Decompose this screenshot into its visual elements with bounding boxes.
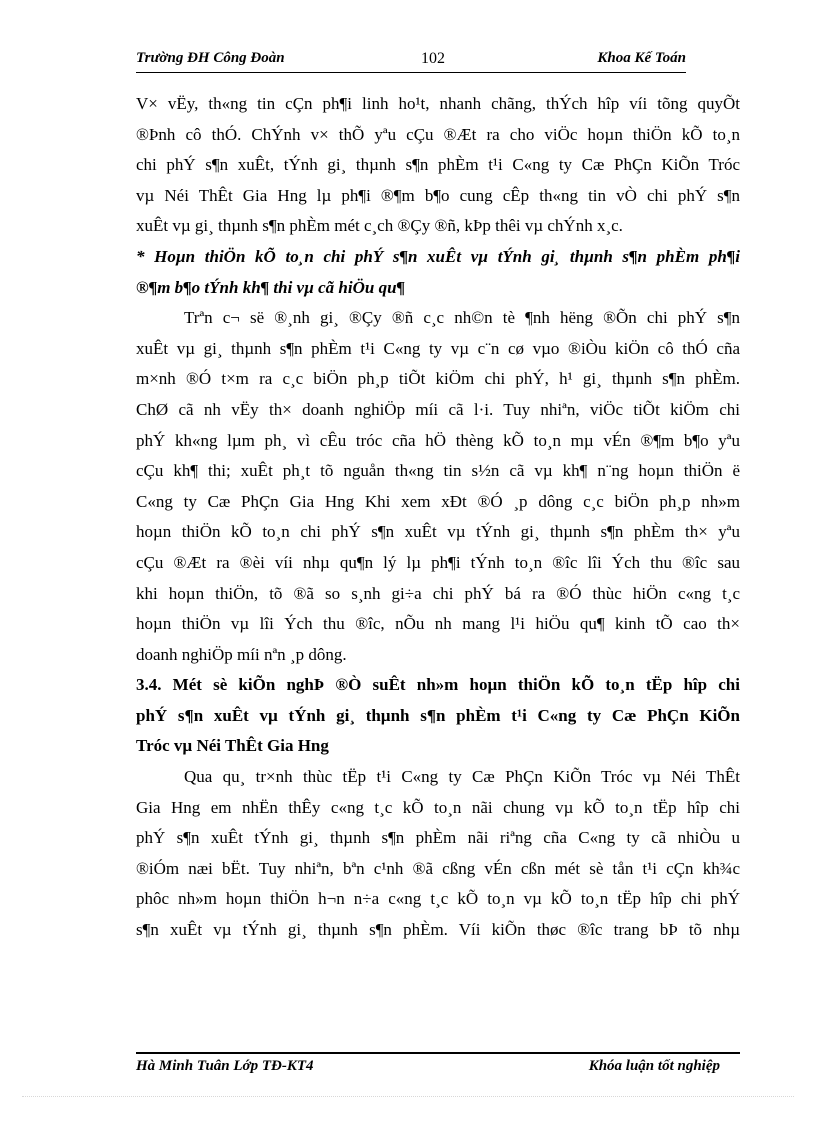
body-line: Gia Hng em nhËn thÊy c«ng t¸c kÕ to¸n nãi chung vµ kÕ to¸n tËp hîp chi [136,797,740,817]
section-heading-line: 3.4. Mét sè kiÕn nghÞ ®Ò suÊt nh»m hoµn thiÖn kÕ to¸n tËp hîp chi [136,675,740,695]
body-line: hoµn thiÖn kÕ to¸n chi phÝ s¶n xuÊt vµ tÝnh gi¸ thµnh s¶n phÈm th× yªu [136,522,740,542]
body-line: vµ Néi ThÊt Gia Hng lµ ph¶i ®¶m b¶o cung cÊp th«ng tin vÒ chi phÝ s¶n [136,185,740,205]
body-line: ChØ cã nh vËy th× doanh nghiÖp míi cã l·i. Tuy nhiªn, viÖc tiÕt kiÖm chi [136,399,740,419]
document-body [136,89,740,946]
body-line: doanh nghiÖp míi nªn ¸p dông. [136,644,347,664]
body-line: xuÊt vµ gi¸ thµnh s¶n phÈm mét c¸ch ®Çy ®ñ, kÞp thêi vµ chÝnh x¸c. [136,216,623,236]
body-line: s¶n xuÊt vµ tÝnh gi¸ thµnh s¶n phÈm. Víi kiÕn thøc ®îc trang bÞ tõ nhµ [136,920,740,940]
subheading-line: * Hoµn thiÖn kÕ to¸n chi phÝ s¶n xuÊt vµ tÝnh gi¸ thµnh s¶n phÈm ph¶i [136,246,740,266]
header-rule [136,72,686,73]
page-footer [136,1058,720,1080]
body-line: Qua qu¸ tr×nh thùc tËp t¹i C«ng ty Cæ PhÇn KiÕn Tróc vµ Néi ThÊt [184,767,740,787]
footer-rule [136,1052,740,1054]
header-department: Khoa Kế Toán [597,50,686,66]
section-heading-line: phÝ s¶n xuÊt vµ tÝnh gi¸ thµnh s¶n phÈm t¹i C«ng ty Cæ PhÇn KiÕn [136,705,740,725]
body-line: C«ng ty Cæ PhÇn Gia Hng Khi xem xÐt ®Ó ¸p dông c¸c biÖn ph¸p nh»m [136,491,740,511]
body-line: cÇu ®Æt ra ®èi víi nhµ qu¶n lý lµ ph¶i tÝnh to¸n ®îc lîi Ých thu ®îc sau [136,552,740,572]
page-header [136,50,686,72]
body-line: hoµn thiÖn vµ lîi Ých thu ®îc, nÕu nh mang l¹i hiÖu qu¶ kinh tÕ cao th× [136,614,740,634]
body-line: V× vËy, th«ng tin cÇn ph¶i linh ho¹t, nhanh chãng, thÝch hîp víi tõng quyÕt [136,94,740,113]
body-line: cÇu kh¶ thi; xuÊt ph¸t tõ nguån th«ng tin s½n cã vµ kh¶ n¨ng hoµn thiÖn ë [136,461,740,481]
body-line: phÝ s¶n xuÊt tÝnh gi¸ thµnh s¶n phÈm nãi riªng cña C«ng ty cã nhiÒu u [136,828,740,848]
body-line: ®Þnh cô thÓ. ChÝnh v× thÕ yªu cÇu ®Æt ra cho viÖc hoµn thiÖn kÕ to¸n [136,124,740,144]
subheading-line: ®¶m b¶o tÝnh kh¶ thi vµ cã hiÖu qu¶ [136,277,406,297]
body-line: Trªn c¬ së ®¸nh gi¸ ®Çy ®ñ c¸c nh©n tè ¶nh hëng ®Õn chi phÝ s¶n [184,308,740,328]
header-school-name: Trường ĐH Công Đoàn [136,50,285,66]
body-line: khi hoµn thiÖn, tõ ®ã so s¸nh gi÷a chi phÝ bá ra ®Ó thùc hiÖn c«ng t¸c [136,583,740,603]
body-line: ®iÓm næi bËt. Tuy nhiªn, bªn c¹nh ®ã cßng vÉn cßn mét sè tån t¹i cÇn kh¾c [136,858,740,878]
body-line: xuÊt vµ gi¸ thµnh s¶n phÈm t¹i C«ng ty vµ c¨n cø vµo ®iÒu kiÖn cô thÓ cña [136,338,740,358]
body-line: chi phÝ s¶n xuÊt, tÝnh gi¸ thµnh s¶n phÈm t¹i C«ng ty Cæ PhÇn KiÕn Tróc [136,155,740,175]
body-line: phÝ kh«ng lµm ph¸ vì cÊu tróc cña hÖ thèng kÕ to¸n mµ vÉn ®¶m b¶o yªu [136,430,740,450]
section-heading-line: Tróc vµ Néi ThÊt Gia Hng [136,736,329,756]
page-number: 102 [421,50,445,67]
footer-document-type: Khóa luận tốt nghiệp [588,1058,720,1074]
body-line: m×nh ®Ó t×m ra c¸c biÖn ph¸p tiÕt kiÖm chi phÝ, h¹ gi¸ thµnh s¶n phÈm. [136,369,740,389]
page-bottom-edge [22,1096,794,1097]
body-line: phôc nh»m hoµn thiÖn h¬n n÷a c«ng t¸c kÕ to¸n vµ kÕ to¸n tËp hîp chi phÝ [136,889,740,909]
footer-author: Hà Minh Tuân Lớp TĐ-KT4 [136,1058,314,1074]
